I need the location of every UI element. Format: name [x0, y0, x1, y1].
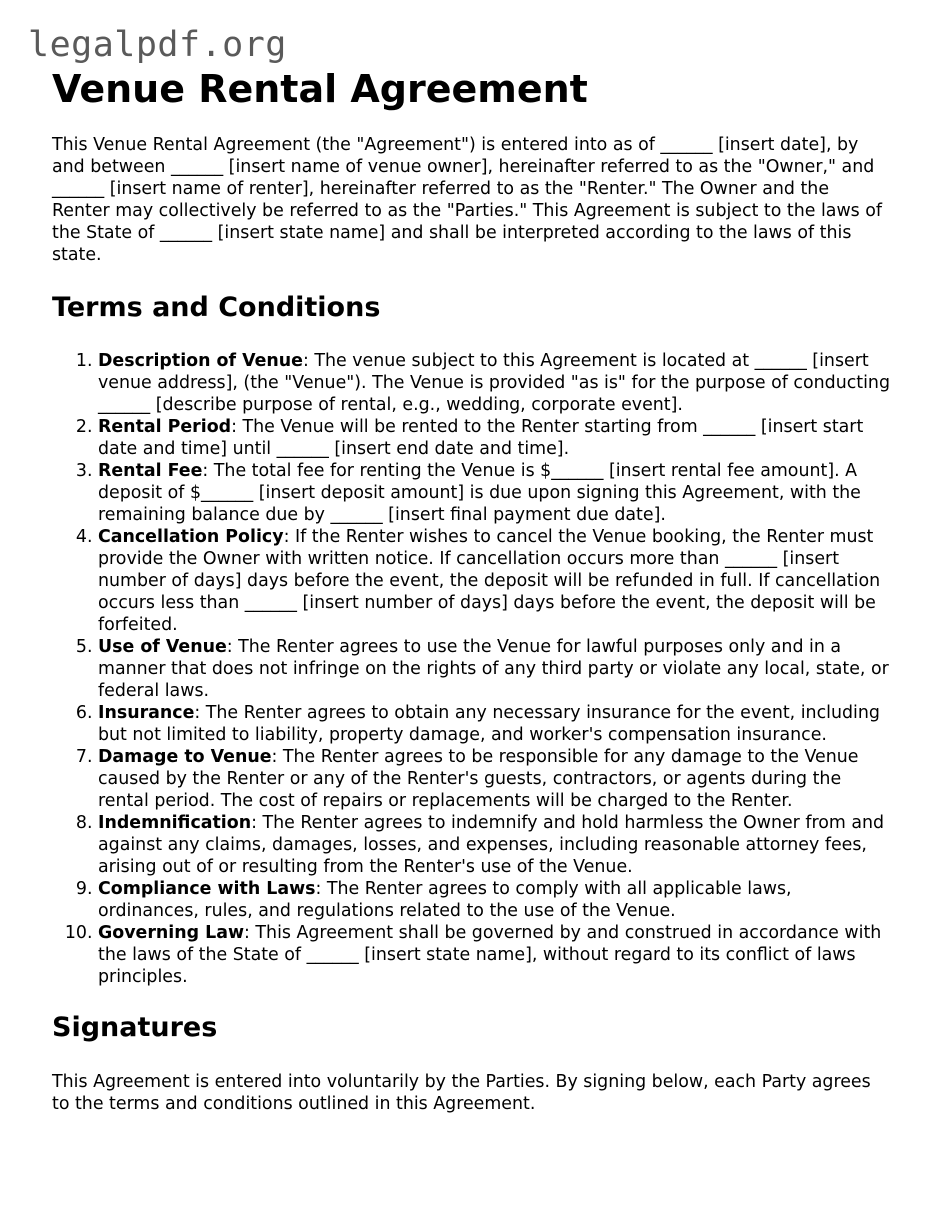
term-text: : The venue subject to this Agreement is located at ______ [insert venue address], (the "Venue"). The Venue is provided "as is" for the purpose of conducting ______ [describe purpose of rental, e.g., wedding, corporate event]. [98, 351, 890, 415]
term-title: Indemnification [98, 813, 252, 833]
watermark: legalpdf.org [28, 25, 287, 65]
term-title: Damage to Venue [98, 747, 272, 767]
term-text: : If the Renter wishes to cancel the Venue booking, the Renter must provide the Owner with written notice. If cancellation occurs more than ______ [insert number of days] days before the event, the deposit will be refunded in full. If cancellation occurs less than ______ [insert number of days] days before the event, the deposit will be forfeited. [98, 527, 881, 635]
term-text: : The Renter agrees to be responsible for any damage to the Venue caused by the Renter or any of the Renter's guests, contractors, or agents during the rental period. The cost of repairs or replacements will be charged to the Renter. [98, 747, 859, 811]
term-title: Cancellation Policy [98, 527, 284, 547]
term-title: Governing Law [98, 923, 245, 943]
term-item [98, 416, 892, 460]
term-title: Insurance [98, 703, 195, 723]
term-item [98, 812, 892, 878]
document-page [52, 66, 892, 1115]
term-item [98, 702, 892, 746]
term-title: Compliance with Laws [98, 879, 316, 899]
term-text: : The Renter agrees to comply with all applicable laws, ordinances, rules, and regulations related to the use of the Venue. [98, 879, 792, 921]
term-text: : The Venue will be rented to the Renter starting from ______ [insert start date and time] until ______ [insert end date and time]. [98, 417, 864, 459]
term-text: : The Renter agrees to use the Venue for lawful purposes only and in a manner that does not infringe on the rights of any third party or violate any local, state, or federal laws. [98, 637, 889, 701]
term-text: : The Renter agrees to obtain any necessary insurance for the event, including but not limited to liability, property damage, and worker's compensation insurance. [98, 703, 880, 745]
term-item [98, 526, 892, 636]
term-title: Use of Venue [98, 637, 227, 657]
document-title: Venue Rental Agreement [52, 67, 588, 111]
term-item [98, 636, 892, 702]
terms-heading: Terms and Conditions [52, 292, 381, 323]
terms-list [52, 350, 892, 988]
signatures-paragraph: This Agreement is entered into voluntarily by the Parties. By signing below, each Party agrees to the terms and conditions outlined in this Agreement. [52, 1072, 871, 1114]
intro-paragraph: This Venue Rental Agreement (the "Agreement") is entered into as of ______ [insert date], by and between ______ [insert name of venue owner], hereinafter referred to as the "Owner," and ______ [insert name of renter], hereinafter referred to as the "Renter." The Owner and the Renter may collectively be referred to as the "Parties." This Agreement is subject to the laws of the State of ______ [insert state name] and shall be interpreted according to the laws of this state. [52, 135, 883, 265]
term-item [98, 746, 892, 812]
term-text: : This Agreement shall be governed by and construed in accordance with the laws of the State of ______ [insert state name], without regard to its conflict of laws principles. [98, 923, 882, 987]
term-text: : The total fee for renting the Venue is $______ [insert rental fee amount]. A deposit of $______ [insert deposit amount] is due upon signing this Agreement, with the remaining balance due by ______ [insert final payment due date]. [98, 461, 861, 525]
term-title: Rental Period [98, 417, 232, 437]
term-text: : The Renter agrees to indemnify and hold harmless the Owner from and against any claims, damages, losses, and expenses, including reasonable attorney fees, arising out of or resulting from the Renter's use of the Venue. [98, 813, 885, 877]
signatures-heading: Signatures [52, 1012, 218, 1043]
term-title: Description of Venue [98, 351, 303, 371]
term-item [98, 878, 892, 922]
term-item [98, 922, 892, 988]
term-item [98, 350, 892, 416]
term-item [98, 460, 892, 526]
term-title: Rental Fee [98, 461, 203, 481]
